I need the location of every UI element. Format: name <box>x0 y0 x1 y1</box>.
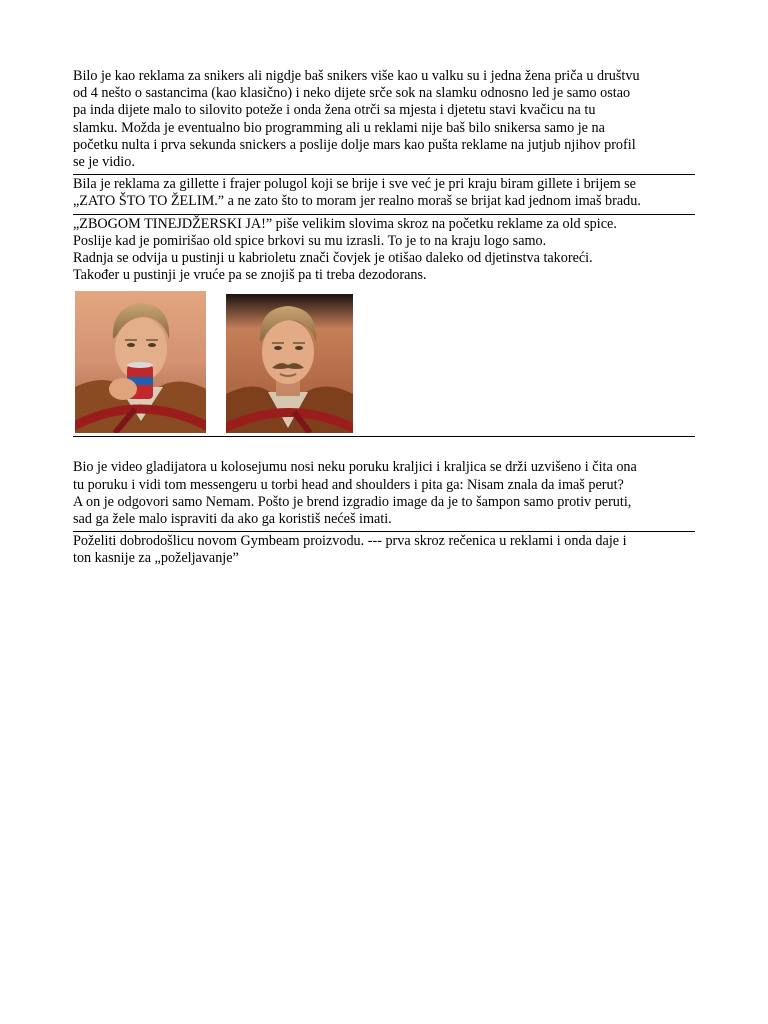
old-spice-after-photo <box>226 294 353 433</box>
text-line: „ZATO ŠTO TO ŽELIM.” a ne zato što to moram jer realno moraš se brijat kad jednom imaš bradu. <box>73 193 641 210</box>
image-row <box>73 290 695 433</box>
text-line: A on je odgovori samo Nemam. Pošto je brend izgradio image da je to šampon samo protiv peruti, <box>73 493 632 510</box>
text-line: ton kasnije za „poželjavanje” <box>73 550 239 567</box>
horizontal-rule <box>73 436 695 437</box>
text-line: Radnja se odvija u pustinji u kabrioletu znači čovjek je otišao daleko od djetinstva takoreći. <box>73 250 593 267</box>
blank-line <box>73 438 695 459</box>
paragraph-gillette <box>73 176 695 210</box>
text-line: početku nulta i prva sekunda snickers a poslije dolje mars kao pušta reklame na jutjub njihov profil <box>73 136 636 153</box>
old-spice-before-photo <box>75 291 206 433</box>
horizontal-rule <box>73 531 695 532</box>
text-line: se je vidio. <box>73 154 135 171</box>
horizontal-rule <box>73 214 695 215</box>
paragraph-head-and-shoulders <box>73 459 695 528</box>
text-line: Poslije kad je pomirišao old spice brkovi su mu izrasli. To je to na kraju logo samo. <box>73 232 547 249</box>
text-line: sad ga žele malo ispraviti da ako ga koristiš nećeš imati. <box>73 511 392 528</box>
text-line: Poželiti dobrodošlicu novom Gymbeam proizvodu. --- prva skroz rečenica u reklami i onda daje i <box>73 533 627 550</box>
paragraph-snickers <box>73 68 695 171</box>
paragraph-old-spice <box>73 216 695 285</box>
text-line: Bio je video gladijatora u kolosejumu nosi neku poruku kraljici i kraljica se drži uzvišeno i čita ona <box>73 459 637 476</box>
horizontal-rule <box>73 174 695 175</box>
text-line: pa inda dijete malo to silovito poteže i onda žena otrči sa mjesta i djetetu stavi kvačicu na tu <box>73 102 596 119</box>
text-line: tu poruku i vidi tom messengeru u torbi head and shoulders i pita ga: Nisam znala da imaš perut? <box>73 476 624 493</box>
text-line: Bilo je kao reklama za snikers ali nigdje baš snikers više kao u valku su i jedna žena priča u društvu <box>73 68 640 84</box>
document-content <box>73 68 695 568</box>
paragraph-gymbeam <box>73 533 695 567</box>
text-line: „ZBOGOM TINEJDŽERSKI JA!” piše velikim slovima skroz na početku reklame za old spice. <box>73 215 617 232</box>
text-line: od 4 nešto o sastancima (kao klasično) i neko dijete srče sok na slamku odnosno led je samo ostao <box>73 85 631 102</box>
text-line: Bila je reklama za gillette i frajer polugol koji se brije i sve već je pri kraju biram gillete i brijem se <box>73 176 636 193</box>
text-line: Također u pustinji je vruće pa se znojiš pa ti treba dezodorans. <box>73 267 427 284</box>
text-line: slamku. Možda je eventualno bio programming ali u reklami nije baš bilo snikersa samo je na <box>73 119 605 136</box>
